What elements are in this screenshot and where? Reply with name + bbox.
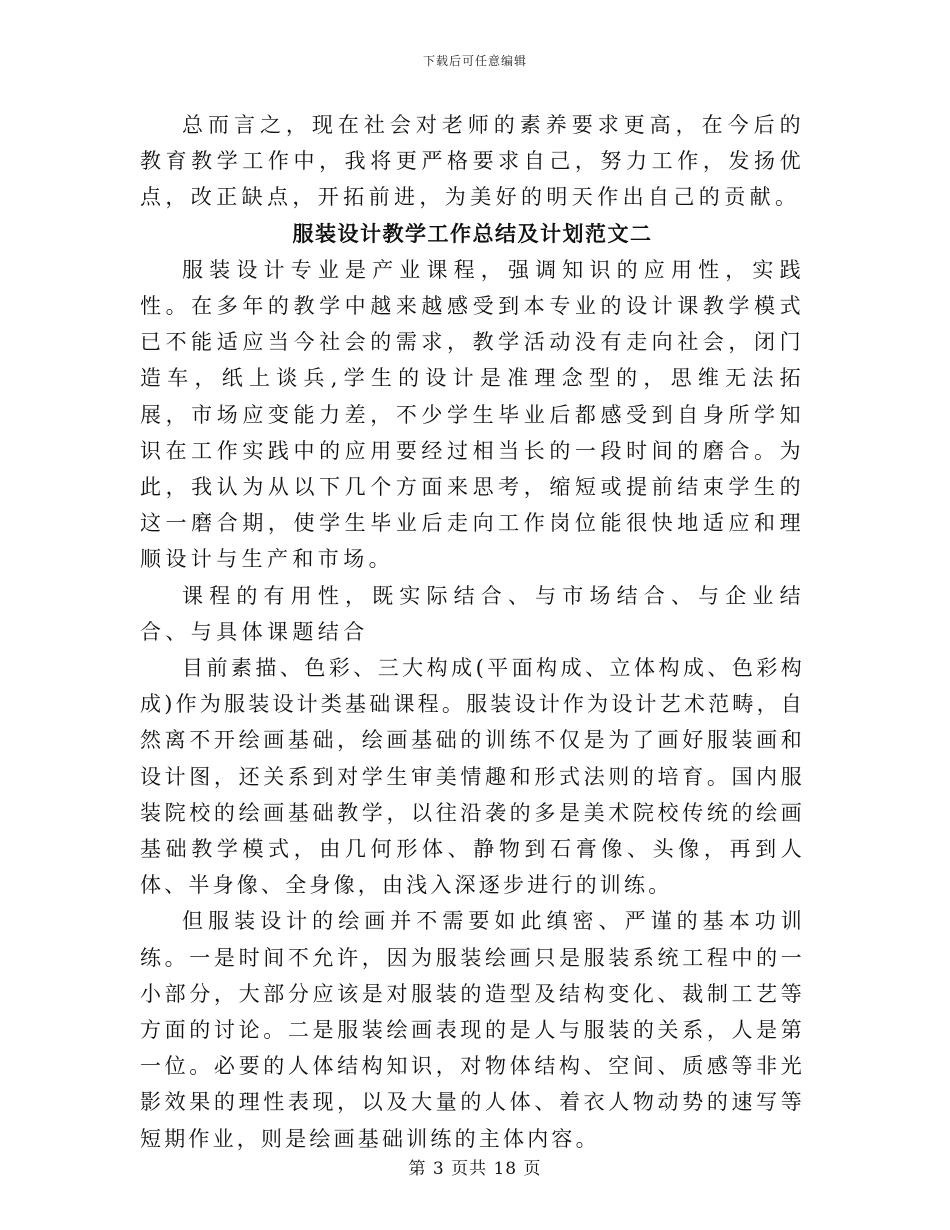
paragraph-intro: 服装设计专业是产业课程，强调知识的应用性，实践性。在多年的教学中越来越感受到本专业的设计课教学模式已不能适应当今社会的需求，教学活动没有走向社会，闭门造车，纸上谈兵,学生的设计是准理念型的，思维无法拓展，市场应变能力差，不少学生毕业后都感受到自身所学知识在工作实践中的应用要经过相当长的一段时间的磨合。为此，我认为从以下几个方面来思考，缩短或提前结束学生的这一磨合期，使学生毕业后走向工作岗位能很快地适应和理顺设计与生产和市场。 [140,257,805,572]
paragraph-course-usefulness: 课程的有用性，既实际结合、与市场结合、与企业结合、与具体课题结合 [140,583,805,644]
page-footer: 第 3 页共 18 页 [408,1159,542,1179]
section-heading: 服装设计教学工作总结及计划范文二 [292,221,653,246]
page-header: 下载后可任意编辑 [422,54,527,68]
paragraph-conclusion: 总而言之，现在社会对老师的素养要求更高，在今后的教育教学工作中，我将更严格要求自己，努力工作，发扬优点，改正缺点，开拓前进，为美好的明天作出自己的贡献。 [140,113,805,210]
document-body [140,107,805,1157]
paragraph-foundation-courses: 目前素描、色彩、三大构成(平面构成、立体构成、色彩构成)作为服装设计类基础课程。服装设计作为设计艺术范畴，自然离不开绘画基础，绘画基础的训练不仅是为了画好服装画和设计图，还关系到对学生审美情趣和形式法则的培育。国内服装院校的绘画基础教学，以往沿袭的多是美术院校传统的绘画基础教学模式，由几何形体、静物到石膏像、头像，再到人体、半身像、全身像，由浅入深逐步进行的训练。 [140,656,805,898]
paragraph-drawing-training: 但服装设计的绘画并不需要如此缜密、严谨的基本功训练。一是时间不允许，因为服装绘画只是服装系统工程中的一小部分，大部分应该是对服装的造型及结构变化、裁制工艺等方面的讨论。二是服装绘画表现的是人与服装的关系，人是第一位。必要的人体结构知识，对物体结构、空间、质感等非光影效果的理性表现，以及大量的人体、着衣人物动势的速写等短期作业，则是绘画基础训练的主体内容。 [140,909,805,1151]
